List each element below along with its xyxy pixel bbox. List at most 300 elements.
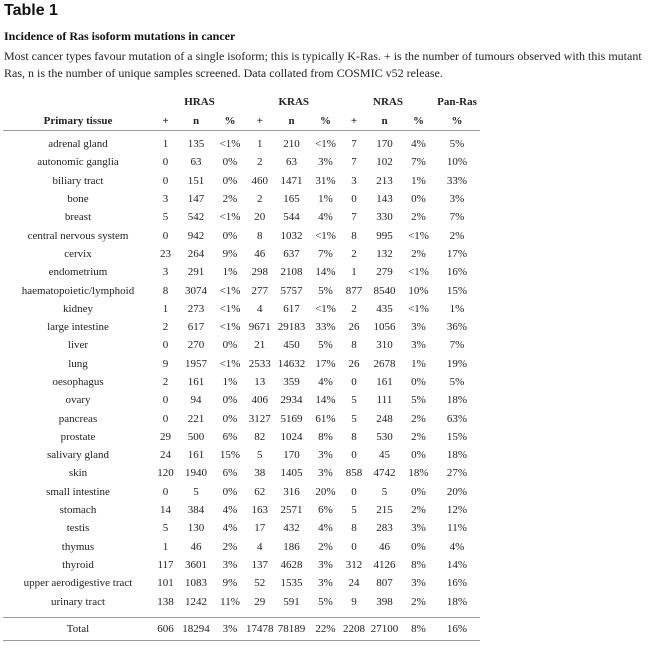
value-cell: 0% [411,485,426,498]
value-cell: 3074 [185,284,207,297]
column-header: % [435,111,480,131]
value-cell: 0 [162,412,169,425]
value-cell: 1032 [280,229,303,242]
value-cell: <1% [219,302,241,315]
value-cell: 82 [254,430,266,443]
value-cell: 4% [449,540,465,553]
value-cell: 1083 [185,577,207,590]
tissue-name-cell: autonomic ganglia [37,156,119,169]
table-row [3,131,480,154]
value-cell: 26 [348,357,360,370]
value-cell: 1% [449,302,465,315]
value-cell: 11% [220,595,240,608]
value-cell: 46 [254,247,266,260]
table-title: Table 1 [4,2,58,19]
tissue-name-cell: cervix [64,247,92,260]
value-cell: 135 [187,138,205,151]
value-cell: 270 [187,339,205,352]
value-cell: 8 [351,339,357,352]
value-cell: 29183 [277,321,306,334]
value-cell: 406 [251,394,268,407]
value-cell: 102 [376,156,393,169]
value-cell: 138 [157,595,174,608]
column-header: n [367,111,403,131]
value-cell: 17% [315,357,336,370]
value-cell: 27% [446,467,468,480]
tissue-name-cell: adrenal gland [48,138,108,151]
value-cell: 995 [376,229,393,242]
tissue-name-cell: ovary [65,394,91,407]
value-cell: 221 [187,412,205,425]
value-cell: <1% [408,266,429,279]
table-row [3,355,480,373]
value-cell: 161 [376,376,393,388]
value-cell: 7 [351,156,357,169]
value-cell: 5 [193,485,199,498]
total-value-cell: 16% [435,617,480,640]
total-row [3,617,480,640]
value-cell: 5757 [280,284,303,297]
value-cell: 0% [411,376,426,388]
value-cell: 5 [351,394,357,407]
value-cell: 132 [376,247,393,260]
total-value-cell: 18294 [178,617,214,640]
value-cell: 2% [411,595,426,608]
value-cell: 2% [222,540,238,553]
value-cell: 637 [283,247,300,260]
value-cell: 6% [318,504,333,517]
value-cell: 0% [222,485,238,498]
value-cell: 2 [351,247,357,260]
value-cell: 17% [446,247,468,260]
value-cell: 1535 [280,577,303,590]
value-cell: 4628 [280,558,303,571]
value-cell: 0% [411,193,426,206]
ras-mutation-table [3,92,480,641]
value-cell: 3 [162,193,169,206]
value-cell: 0% [411,449,426,462]
value-cell: 137 [251,558,268,571]
value-cell: 0% [222,412,238,425]
value-cell: 46 [379,540,390,553]
value-cell: 10% [446,156,468,169]
table-row [3,464,480,482]
value-cell: 101 [157,577,174,590]
value-cell: 62 [254,485,266,498]
value-cell: 291 [187,266,205,279]
value-cell: 0% [222,174,238,187]
value-cell: 143 [376,193,393,206]
table-subtitle: Incidence of Ras isoform mutations in cancer [4,29,236,43]
value-cell: <1% [315,229,336,242]
table-row [3,190,480,208]
value-cell: 0% [411,540,426,553]
column-header-row [3,111,480,131]
value-cell: 4% [318,522,333,535]
column-header: n [274,111,310,131]
value-cell: 17 [254,522,266,535]
value-cell: 0 [162,174,169,187]
table-body [3,131,480,641]
column-header: + [342,111,367,131]
value-cell: <1% [219,211,241,224]
value-cell: 0 [351,449,357,462]
value-cell: 1% [411,174,426,187]
value-cell: 151 [187,174,205,187]
value-cell: 33% [446,174,468,187]
value-cell: 8540 [373,284,396,297]
value-cell: 2% [411,504,426,517]
table-row [3,172,480,190]
value-cell: 5 [351,504,357,517]
table-row [3,428,480,446]
value-cell: 16% [446,577,468,590]
value-cell: 1 [351,266,357,279]
value-cell: 213 [376,174,393,187]
tissue-name-cell: stomach [59,504,97,517]
value-cell: 9 [162,357,169,370]
value-cell: <1% [219,321,241,334]
tissue-name-cell: oesophagus [52,376,104,388]
value-cell: 12% [446,504,468,517]
value-cell: 8 [351,229,357,242]
value-cell: 36% [446,321,468,334]
value-cell: 2% [411,211,426,224]
total-value-cell: 27100 [367,617,403,640]
value-cell: 130 [187,522,205,535]
value-cell: 4% [318,211,333,224]
value-cell: 63 [190,156,202,169]
value-cell: 14632 [277,357,306,370]
table-row [3,263,480,281]
value-cell: 1 [162,302,169,315]
value-cell: 10% [408,284,429,297]
value-cell: 4% [222,504,238,517]
value-cell: 1405 [280,467,303,480]
value-cell: <1% [408,229,429,242]
value-cell: 3% [411,577,426,590]
value-cell: 23 [160,247,171,260]
value-cell: 7 [351,138,357,151]
value-cell: 2% [411,430,426,443]
value-cell: 8 [257,229,263,242]
value-cell: 3601 [185,558,207,571]
value-cell: 3% [318,558,333,571]
value-cell: 1242 [185,595,207,608]
value-cell: <1% [315,138,336,151]
value-cell: 248 [376,412,393,425]
value-cell: 18% [408,467,429,480]
value-cell: 5% [318,339,333,352]
value-cell: 5 [162,522,169,535]
value-cell: 2571 [280,504,303,517]
value-cell: 33% [315,321,336,334]
tissue-name-cell: thyroid [62,558,94,571]
value-cell: 4 [257,302,263,315]
value-cell: 52 [254,577,266,590]
value-cell: <1% [219,138,241,151]
value-cell: 0 [351,376,357,388]
value-cell: 7% [411,156,426,169]
value-cell: 542 [187,211,205,224]
value-cell: 591 [283,595,300,608]
value-cell: 0% [222,229,238,242]
value-cell: 5 [257,449,263,462]
value-cell: 3 [162,266,169,279]
table-row [3,226,480,244]
value-cell: 1% [222,376,238,388]
tissue-name-cell: central nervous system [27,229,129,242]
value-cell: 0 [162,485,169,498]
value-cell: 858 [345,467,363,480]
value-cell: 19% [446,357,468,370]
table-row [3,373,480,391]
group-header-hras: HRAS [184,95,215,108]
table-row [3,538,480,556]
value-cell: 3% [318,449,333,462]
value-cell: 283 [376,522,393,535]
value-cell: <1% [315,302,336,315]
column-header: % [403,111,435,131]
value-cell: 9 [351,595,357,608]
value-cell: 94 [190,394,202,407]
value-cell: 0% [222,156,238,169]
value-cell: 3% [411,321,426,334]
value-cell: 330 [376,211,393,224]
value-cell: 0 [351,193,357,206]
value-cell: 9671 [248,321,271,334]
value-cell: 4% [411,138,426,151]
value-cell: 4 [257,540,263,553]
tissue-name-cell: urinary tract [50,595,106,608]
value-cell: 1% [222,266,238,279]
value-cell: 0% [222,339,238,352]
value-cell: 3% [318,156,333,169]
tissue-name-cell: pancreas [58,412,98,425]
value-cell: <1% [219,284,241,297]
value-cell: 3% [318,467,333,480]
value-cell: 7% [449,211,465,224]
value-cell: 5 [351,412,357,425]
value-cell: 161 [187,376,205,388]
value-cell: 359 [283,376,300,388]
value-cell: 11% [447,522,467,535]
tissue-name-cell: bone [67,193,89,206]
value-cell: 310 [376,339,393,352]
value-cell: 210 [283,138,300,151]
value-cell: 120 [157,467,174,480]
value-cell: 316 [283,485,300,498]
total-value-cell: 2208 [342,617,367,640]
value-cell: 165 [283,193,300,206]
value-cell: 163 [251,504,268,517]
value-cell: 1056 [373,321,396,334]
value-cell: 2108 [280,266,303,279]
value-cell: 5% [318,284,333,297]
value-cell: 617 [283,302,300,315]
value-cell: 1024 [280,430,303,443]
tissue-name-cell: small intestine [46,485,110,498]
value-cell: 14% [315,394,336,407]
value-cell: 4126 [373,558,396,571]
total-value-cell: 3% [214,617,246,640]
value-cell: 2% [222,193,238,206]
value-cell: 111 [376,394,393,407]
value-cell: 20% [315,485,336,498]
value-cell: 8% [411,558,426,571]
value-cell: 2% [449,229,465,242]
table-row [3,409,480,427]
total-label: Total [3,617,153,640]
tissue-name-cell: prostate [60,430,96,443]
value-cell: 450 [283,339,300,352]
value-cell: 2533 [248,357,271,370]
value-cell: 1 [162,138,169,151]
value-cell: 15% [446,430,468,443]
tissue-name-cell: endometrium [48,266,108,279]
value-cell: 0% [222,394,238,407]
value-cell: 6% [222,467,238,480]
value-cell: 0 [162,229,169,242]
value-cell: 0 [351,540,357,553]
table-row [3,519,480,537]
value-cell: 0 [162,156,169,169]
group-header-pan-ras: Pan-Ras [437,95,477,108]
value-cell: 61% [315,412,336,425]
value-cell: 8 [351,430,357,443]
value-cell: 2934 [280,394,303,407]
value-cell: 279 [376,266,393,279]
value-cell: 2 [351,302,357,315]
value-cell: 9% [222,577,238,590]
value-cell: 1471 [280,174,303,187]
value-cell: 435 [376,302,393,315]
value-cell: 170 [283,449,300,462]
value-cell: 5 [162,211,169,224]
value-cell: 432 [283,522,300,535]
tissue-name-cell: thymus [61,540,95,553]
value-cell: 7% [318,247,333,260]
table-row [3,300,480,318]
value-cell: 264 [187,247,205,260]
value-cell: 3% [411,339,426,352]
tissue-name-cell: liver [67,339,89,352]
table-row [3,391,480,409]
value-cell: 2% [411,412,426,425]
value-cell: 5% [411,394,426,407]
value-cell: 3% [411,522,426,535]
tissue-name-cell: upper aerodigestive tract [23,577,133,590]
value-cell: 3% [318,577,333,590]
column-header-primary-tissue: Primary tissue [3,111,153,131]
total-value-cell: 17478 [246,617,274,640]
value-cell: 147 [187,193,205,206]
value-cell: 807 [376,577,393,590]
value-cell: 63% [446,412,468,425]
value-cell: 26 [348,321,360,334]
table-row [3,208,480,226]
value-cell: 5% [449,138,465,151]
value-cell: 460 [251,174,268,187]
value-cell: 3% [222,558,238,571]
value-cell: 0 [162,339,169,352]
value-cell: 298 [251,266,268,279]
value-cell: 5169 [280,412,303,425]
group-header-nras: NRAS [373,95,403,108]
tissue-name-cell: large intestine [47,321,109,334]
table-row [3,483,480,501]
value-cell: 14% [315,266,336,279]
tissue-name-cell: kidney [63,302,93,315]
value-cell: 2678 [373,357,396,370]
value-cell: 13 [254,376,266,388]
value-cell: 384 [187,504,205,517]
column-header: + [153,111,178,131]
value-cell: 2 [162,321,169,334]
tissue-name-cell: lung [68,357,88,370]
value-cell: 2 [257,156,263,169]
total-value-cell: 8% [403,617,435,640]
value-cell: 14 [160,504,171,517]
value-cell: 277 [251,284,268,297]
value-cell: 170 [376,138,393,151]
value-cell: 29 [254,595,266,608]
column-header: % [310,111,342,131]
value-cell: 31% [315,174,336,187]
total-value-cell: 606 [153,617,178,640]
value-cell: 1% [411,357,426,370]
value-cell: 2 [257,193,263,206]
value-cell: 6% [222,430,238,443]
value-cell: 16% [446,266,468,279]
value-cell: 21 [254,339,266,352]
value-cell: 500 [187,430,205,443]
table-row [3,318,480,336]
value-cell: 18% [446,449,468,462]
value-cell: 18% [446,394,468,407]
value-cell: 24 [348,577,360,590]
value-cell: 942 [187,229,205,242]
table-row [3,574,480,592]
value-cell: 273 [187,302,205,315]
tissue-name-cell: salivary gland [46,449,109,462]
value-cell: 4% [318,376,333,388]
value-cell: 63 [286,156,297,169]
value-cell: 186 [283,540,300,553]
value-cell: 8 [162,284,169,297]
value-cell: 0 [162,394,169,407]
value-cell: 15% [446,284,468,297]
value-cell: 8% [318,430,333,443]
value-cell: 45 [379,449,390,462]
value-cell: 7% [449,339,465,352]
column-header: n [178,111,214,131]
value-cell: 15% [219,449,241,462]
value-cell: 4742 [373,467,396,480]
group-header-kras: KRAS [278,95,310,108]
value-cell: 46 [190,540,202,553]
total-value-cell: 78189 [274,617,310,640]
table-row [3,556,480,574]
table-row [3,446,480,464]
value-cell: 1940 [185,467,207,480]
value-cell: 117 [157,558,174,571]
column-header: + [246,111,274,131]
table-row [3,281,480,299]
tissue-name-cell: biliary tract [52,174,104,187]
value-cell: 20% [446,485,468,498]
tissue-name-cell: testis [66,522,90,535]
